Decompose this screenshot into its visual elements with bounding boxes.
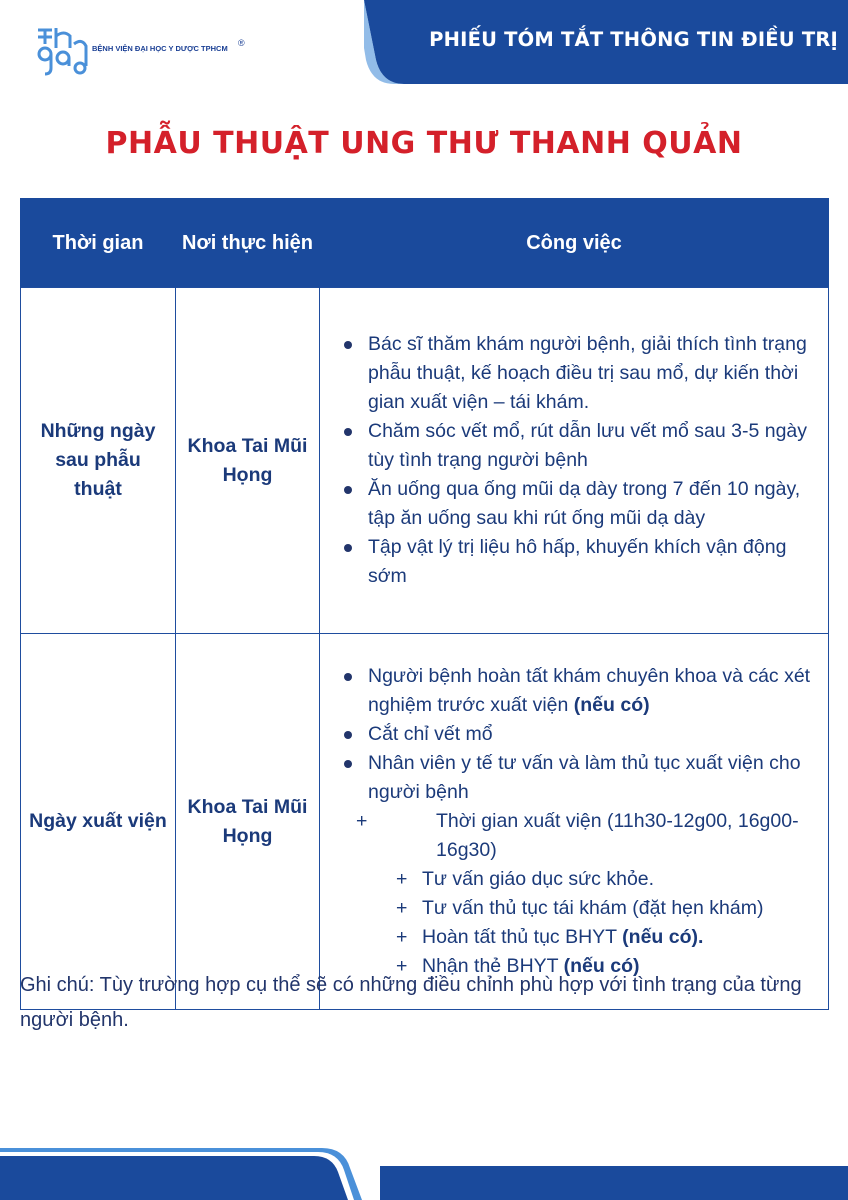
task-item [368,662,820,720]
table-row [21,288,829,634]
treatment-schedule-table [20,198,829,1010]
sub-item-text-bold: (nếu có). [622,926,704,948]
footnote: Ghi chú: Tùy trường hợp cụ thể sẽ có những điều chỉnh phù hợp với tình trạng của từng người bệnh. [20,974,802,1031]
task-item: Bác sĩ thăm khám người bệnh, giải thích tình trạng phẫu thuật, kế hoạch điều trị sau mổ, dự kiến thời gian xuất viện – tái khám. [368,330,820,417]
plus-marker: + [396,926,408,948]
task-item: Ăn uống qua ống mũi dạ dày trong 7 đến 10 ngày, tập ăn uống sau khi rút ống mũi dạ dày [368,475,820,533]
header-time: Thời gian [21,198,176,288]
form-title: PHIẾU TÓM TẮT THÔNG TIN ĐIỀU TRỊ [429,28,838,51]
task-list [332,662,820,807]
plus-marker: + [396,897,408,919]
header-tasks: Công việc [320,198,829,288]
sub-item [332,923,820,952]
table-row [21,634,829,1010]
plus-marker: + [396,955,408,977]
sub-item [332,865,820,894]
task-item: Cắt chỉ vết mổ [368,720,820,749]
sub-item-text: Tư vấn giáo dục sức khỏe. [422,868,655,890]
sub-item-text-bold: (nếu có) [563,955,640,977]
registered-mark: ® [238,38,245,48]
table-header-row [21,198,829,288]
task-item: Nhân viên y tế tư vấn và làm thủ tục xuất viện cho người bệnh [368,749,820,807]
sub-item-text: Tư vấn thủ tục tái khám (đặt hẹn khám) [422,897,764,919]
task-item: Chăm sóc vết mổ, rút dẫn lưu vết mổ sau 3-5 ngày tùy tình trạng người bệnh [368,417,820,475]
page-title: PHẪU THUẬT UNG THƯ THANH QUẢN [105,126,743,161]
header-place: Nơi thực hiện [176,198,320,288]
hospital-name: BỆNH VIỆN ĐẠI HỌC Y DƯỢC TPHCM [92,44,228,53]
row-tasks-cell [320,288,829,634]
logo-mark-icon [32,24,88,80]
task-text-bold: (nếu có) [573,694,650,716]
row-place-cell: Khoa Tai Mũi Họng [176,634,320,1010]
sub-item-text: Hoàn tất thủ tục BHYT [422,926,617,948]
hospital-logo [32,24,262,80]
task-list [332,330,820,591]
task-text: Người bệnh hoàn tất khám chuyên khoa và các xét nghiệm trước xuất viện [368,665,811,716]
row-time-cell: Những ngày sau phẫu thuật [21,288,176,634]
row-tasks-cell [320,634,829,1010]
sub-item-text: Nhận thẻ BHYT [422,955,559,977]
task-item: Tập vật lý trị liệu hô hấp, khuyến khích vận động sớm [368,533,820,591]
sub-item [332,894,820,923]
sub-item [356,807,820,865]
plus-marker: + [356,810,368,832]
row-time-cell: Ngày xuất viện [21,634,176,1010]
row-place-cell: Khoa Tai Mũi Họng [176,288,320,634]
footer-banner [0,1148,848,1200]
plus-marker: + [396,868,408,890]
sub-item-text: Thời gian xuất viện (11h30-12g00, 16g00-16g30) [436,810,799,861]
